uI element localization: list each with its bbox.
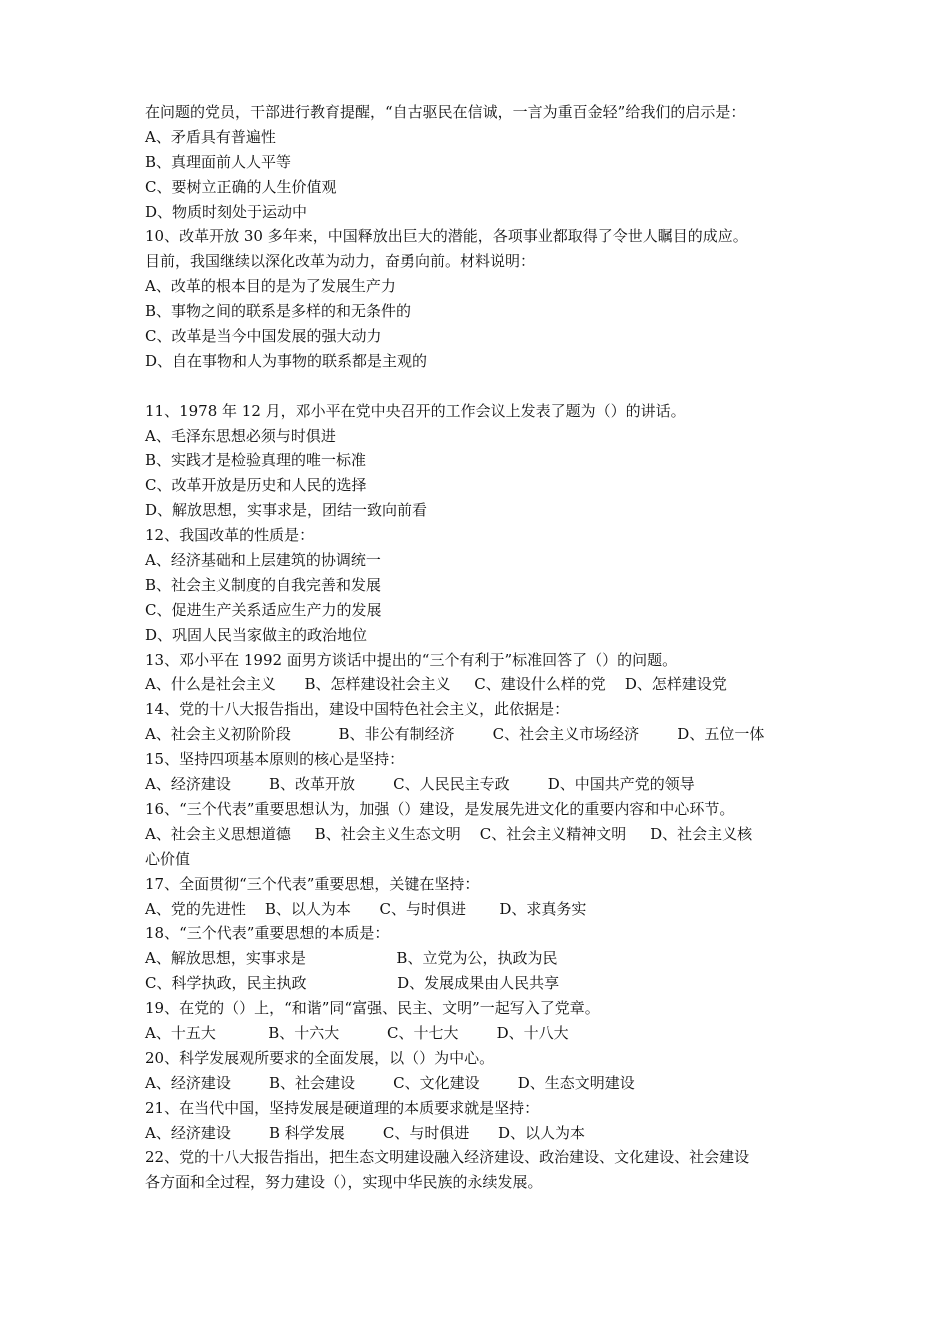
option-line: D、自在事物和人为事物的联系都是主观的 <box>145 351 428 370</box>
option-line: A、党的先进性 B、以人为本 C、与时俱进 D、求真务实 <box>145 899 587 918</box>
question-18: 18、“三个代表”重要思想的本质是： <box>145 924 390 943</box>
option-line: A、什么是社会主义 B、怎样建设社会主义 C、建设什么样的党 D、怎样建设党 <box>145 675 727 694</box>
option-line: C、改革开放是历史和人民的选择 <box>145 476 367 495</box>
option-line: D、物质时刻处于运动中 <box>145 202 308 221</box>
option-line: B、事物之间的联系是多样的和无条件的 <box>145 302 412 321</box>
option-line: A、经济建设 B、社会建设 C、文化建设 D、生态文明建设 <box>145 1073 635 1092</box>
question-14: 14、党的十八大报告指出，建设中国特色社会主义，此依据是： <box>145 700 570 719</box>
question-10: 10、改革开放 30 多年来，中国释放出巨大的潜能，各项事业都取得了令世人瞩目的成应。 <box>145 227 748 246</box>
option-line: A、毛泽东思想必须与时俱进 <box>145 426 336 445</box>
option-line: B、真理面前人人平等 <box>145 152 292 171</box>
question-11: 11、1978 年 12 月，邓小平在党中央召开的工作会议上发表了题为（）的讲话。 <box>145 401 686 420</box>
question-20: 20、科学发展观所要求的全面发展，以（）为中心。 <box>145 1048 495 1067</box>
option-line: C、要树立正确的人生价值观 <box>145 177 337 196</box>
option-line: A、经济基础和上层建筑的协调统一 <box>145 551 381 570</box>
question-17: 17、全面贯彻“三个代表”重要思想，关键在坚持： <box>145 874 480 893</box>
option-line: C、科学执政，民主执政 D、发展成果由人民共享 <box>145 974 560 993</box>
option-line: A、矛盾具有普遍性 <box>145 127 276 146</box>
option-line: A、解放思想，实事求是 B、立党为公，执政为民 <box>145 949 558 968</box>
option-line: B、社会主义制度的自我完善和发展 <box>145 575 382 594</box>
question-22: 22、党的十八大报告指出，把生态文明建设融入经济建设、政治建设、文化建设、社会建设 <box>145 1148 750 1167</box>
option-line: A、经济建设 B、改革开放 C、人民民主专政 D、中国共产党的领导 <box>145 775 695 794</box>
option-line: A、社会主义思想道德 B、社会主义生态文明 C、社会主义精神文明 D、社会主义核 <box>145 824 753 843</box>
option-line: D、巩固人民当家做主的政治地位 <box>145 625 368 644</box>
option-line: C、改革是当今中国发展的强大动力 <box>145 327 382 346</box>
question-15: 15、坚持四项基本原则的核心是坚持： <box>145 750 405 769</box>
text-line: 在问题的党员，干部进行教育提醒，“自古驱民在信诚，一言为重百金轻”给我们的启示是： <box>145 103 746 121</box>
question-12: 12、我国改革的性质是： <box>145 526 315 545</box>
document-page <box>145 100 815 1195</box>
option-line: A、经济建设 B 科学发展 C、与时俱进 D、以人为本 <box>145 1123 586 1142</box>
question-13: 13、邓小平在 1992 面男方谈话中提出的“三个有利于”标准回答了（）的问题。 <box>145 650 678 669</box>
question-21: 21、在当代中国，坚持发展是硬道理的本质要求就是坚持： <box>145 1098 540 1117</box>
blank-line <box>145 374 815 399</box>
option-line: A、十五大 B、十六大 C、十七大 D、十八大 <box>145 1023 569 1042</box>
option-line: A、改革的根本目的是为了发展生产力 <box>145 277 396 296</box>
option-line: B、实践才是检验真理的唯一标准 <box>145 451 367 470</box>
option-line-cont: 心价值 <box>145 849 191 868</box>
question-16: 16、“三个代表”重要思想认为，加强（）建设，是发展先进文化的重要内容和中心环节。 <box>145 799 735 818</box>
option-line: A、社会主义初阶阶段 B、非公有制经济 C、社会主义市场经济 D、五位一体 <box>145 725 765 744</box>
option-line: D、解放思想，实事求是，团结一致向前看 <box>145 501 428 520</box>
question-19: 19、在党的（）上，“和谐”同“富强、民主、文明”一起写入了党章。 <box>145 999 600 1018</box>
question-22-cont: 各方面和全过程，努力建设（），实现中华民族的永续发展。 <box>145 1173 543 1192</box>
option-line: C、促进生产关系适应生产力的发展 <box>145 600 382 619</box>
question-10-cont: 目前，我国继续以深化改革为动力，奋勇向前。材料说明： <box>145 252 536 271</box>
